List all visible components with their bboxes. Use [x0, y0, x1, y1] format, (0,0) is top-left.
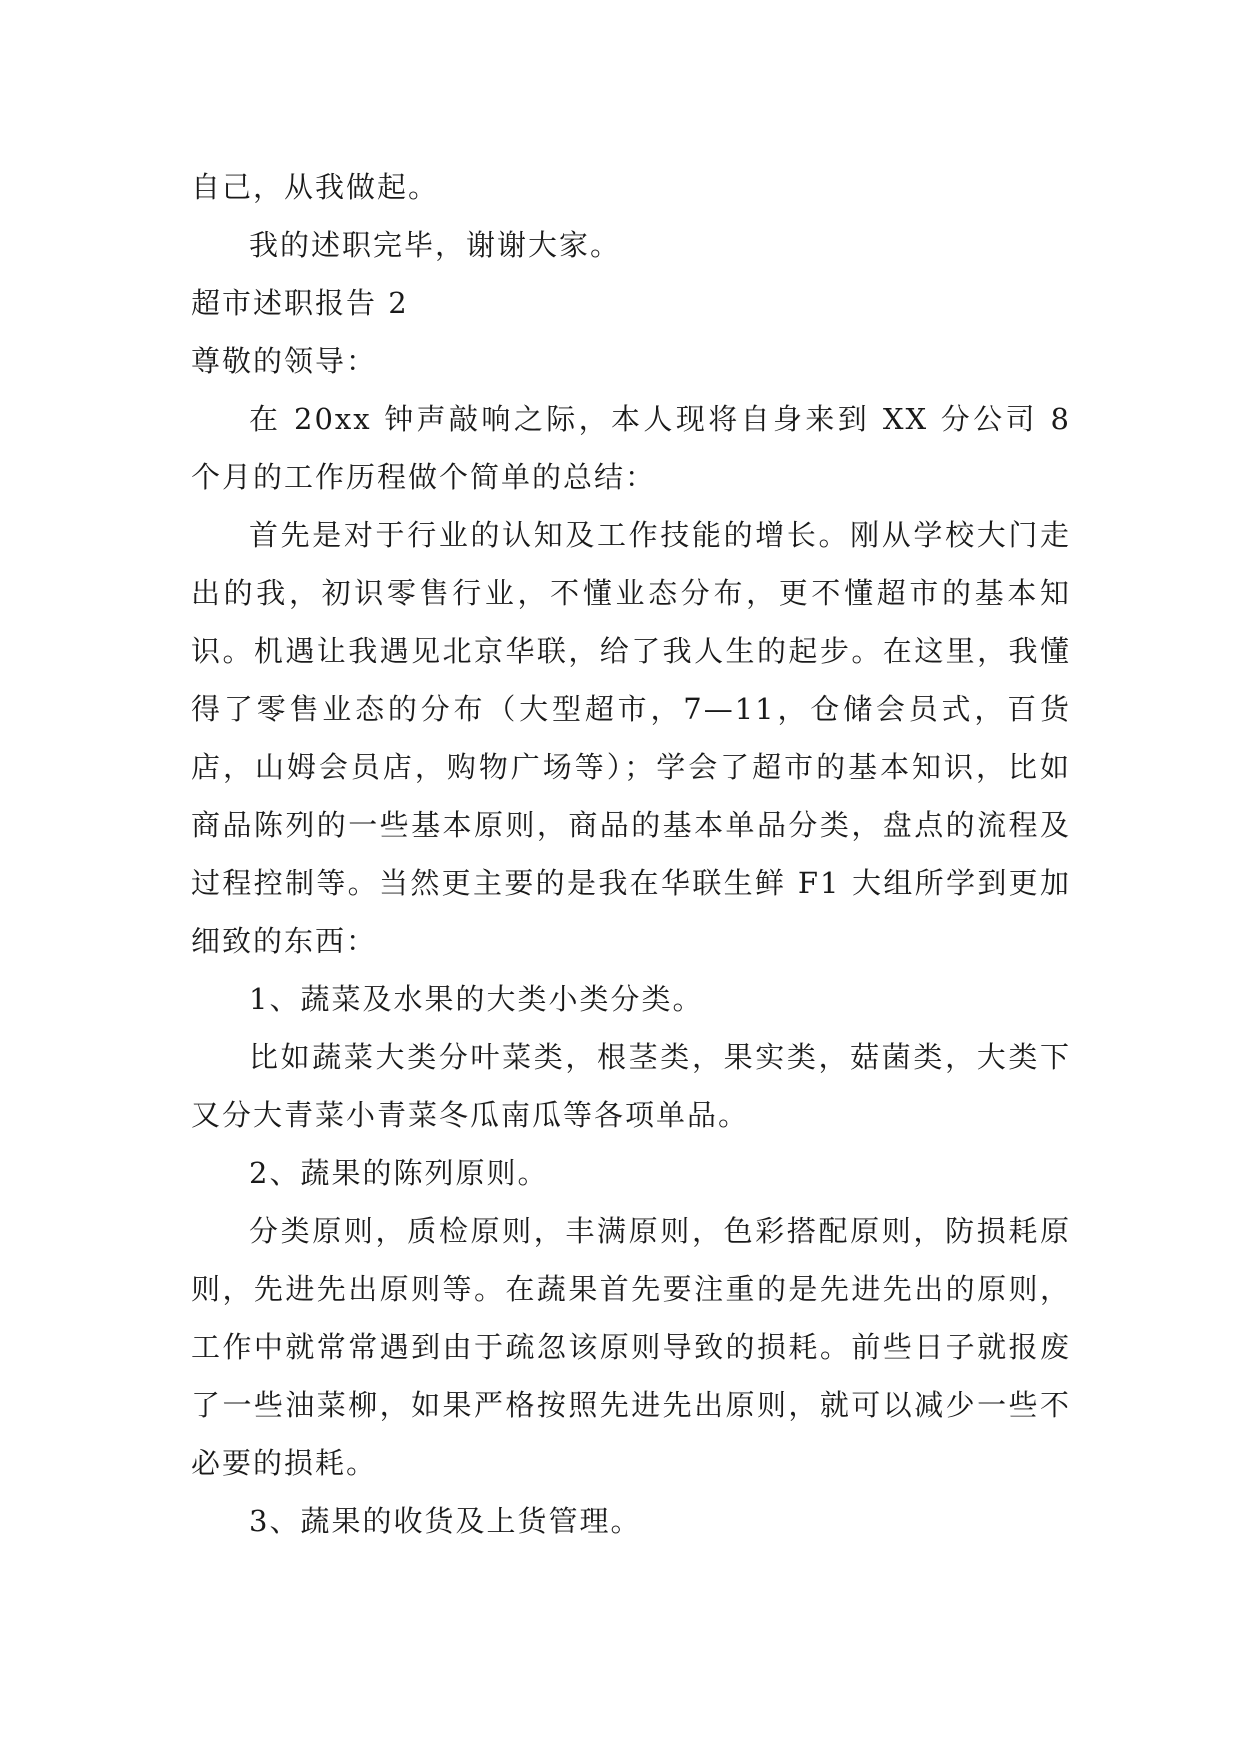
- paragraph: 自己，从我做起。: [191, 170, 440, 204]
- list-item: 3、蔬果的收货及上货管理。: [249, 1504, 642, 1538]
- salutation: 尊敬的领导：: [191, 344, 378, 378]
- paragraph: 在 20xx 钟声敲响之际，本人现将自身来到 XX 分公司 8 个月的工作历程做个简单的总结：: [191, 402, 1071, 494]
- list-item: 2、蔬果的陈列原则。: [249, 1156, 549, 1190]
- paragraph: 比如蔬菜大类分叶菜类，根茎类，果实类，菇菌类，大类下又分大青菜小青菜冬瓜南瓜等各项单品。: [191, 1040, 1071, 1132]
- paragraph: 首先是对于行业的认知及工作技能的增长。刚从学校大门走出的我，初识零售行业，不懂业态分布，更不懂超市的基本知识。机遇让我遇见北京华联，给了我人生的起步。在这里，我懂得了零售业态的分布（大型超市，7—11，仓储会员式，百货店，山姆会员店，购物广场等）；学会了超市的基本知识，比如商品陈列的一些基本原则，商品的基本单品分类，盘点的流程及过程控制等。当然更主要的是我在华联生鲜 F1 大组所学到更加细致的东西：: [191, 518, 1071, 958]
- list-item: 1、蔬菜及水果的大类小类分类。: [249, 982, 704, 1016]
- paragraph: 我的述职完毕，谢谢大家。: [249, 228, 622, 262]
- paragraph: 分类原则，质检原则，丰满原则，色彩搭配原则，防损耗原则，先进先出原则等。在蔬果首先要注重的是先进先出的原则，工作中就常常遇到由于疏忽该原则导致的损耗。前些日子就报废了一些油菜柳，如果严格按照先进先出原则，就可以减少一些不必要的损耗。: [191, 1214, 1071, 1480]
- section-heading: 超市述职报告 2: [191, 286, 409, 320]
- document-body: [191, 158, 1071, 1550]
